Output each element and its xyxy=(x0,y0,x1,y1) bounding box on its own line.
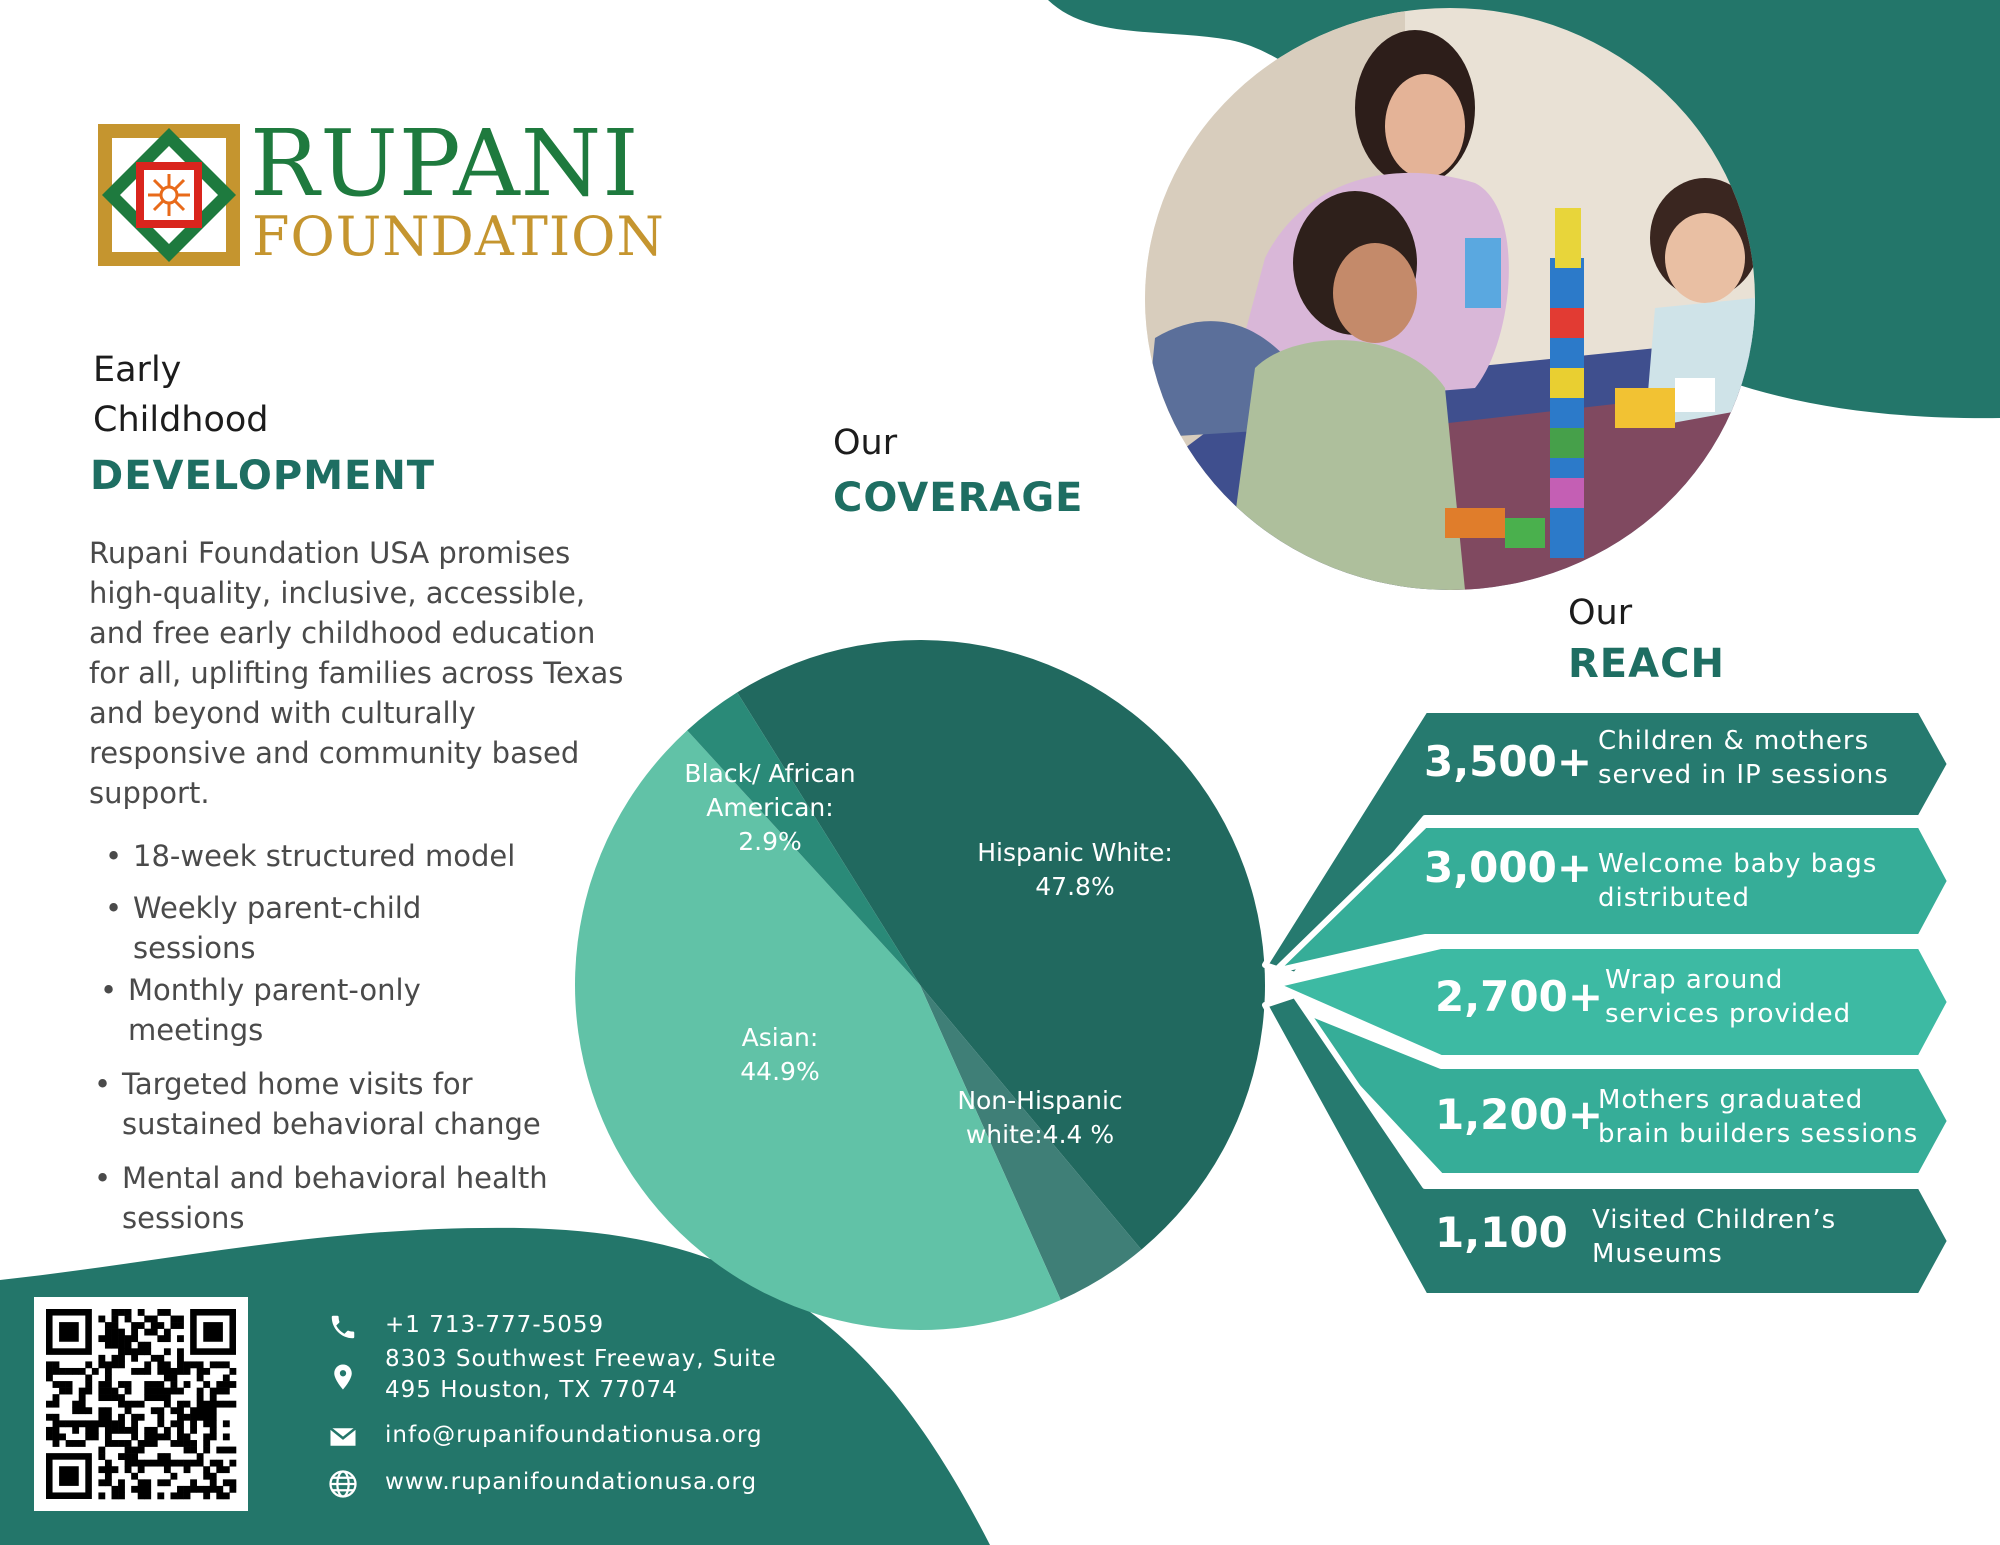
bullet-line: sessions xyxy=(133,931,256,965)
pie-label-line: white:4.4 % xyxy=(965,1120,1115,1149)
logo-subtitle: FOUNDATION xyxy=(252,205,665,268)
bullet-dot: • xyxy=(94,1067,112,1101)
bullet-dot: • xyxy=(105,839,123,873)
reach-text-line: services provided xyxy=(1605,999,1852,1029)
pie-label-line: Black/ African xyxy=(684,759,856,788)
bullet-dot: • xyxy=(105,891,123,925)
reach-small-heading: Our xyxy=(1568,593,1633,633)
reach-text-line: Wrap around xyxy=(1605,965,1784,995)
coverage-small-heading: Our xyxy=(833,423,898,463)
pie-label-line: 2.9% xyxy=(738,827,802,856)
reach-text-line: Welcome baby bags xyxy=(1598,849,1878,879)
description-line: support. xyxy=(89,776,210,810)
bullet-line: 18-week structured model xyxy=(133,839,516,873)
phone-icon xyxy=(328,1312,358,1342)
reach-text-5 xyxy=(1592,1203,1836,1271)
bullet-dot: • xyxy=(100,973,118,1007)
reach-number-4: 1,200+ xyxy=(1435,1090,1604,1139)
reach-text-1 xyxy=(1598,724,1889,792)
qr-code[interactable] xyxy=(34,1297,248,1511)
reach-text-line: served in IP sessions xyxy=(1598,760,1889,790)
description-line: Rupani Foundation USA promises xyxy=(89,536,571,570)
reach-text-line: distributed xyxy=(1598,883,1751,913)
reach-text-line: Visited Children’s xyxy=(1592,1205,1837,1235)
development-line-2: Childhood xyxy=(93,400,269,440)
bullet-line: meetings xyxy=(128,1013,264,1047)
contact-website[interactable]: www.rupanifoundationusa.org xyxy=(385,1469,758,1495)
bullet-dot: • xyxy=(94,1161,112,1195)
description-line: for all, uplifting families across Texas xyxy=(89,656,624,690)
bullet-line: Weekly parent-child xyxy=(133,891,422,925)
address-line: 495 Houston, TX 77074 xyxy=(385,1377,678,1403)
description-line: high-quality, inclusive, accessible, xyxy=(89,576,586,610)
reach-number-3: 2,700+ xyxy=(1435,972,1604,1021)
development-line-1: Early xyxy=(93,350,182,390)
pie-label-line: American: xyxy=(706,793,834,822)
reach-number-5: 1,100 xyxy=(1435,1208,1568,1257)
bullet-line: sessions xyxy=(122,1201,245,1235)
description-line: and beyond with culturally xyxy=(89,696,476,730)
reach-text-line: Children & mothers xyxy=(1598,726,1870,756)
development-heading: DEVELOPMENT xyxy=(90,453,436,499)
bullet-line: Mental and behavioral health xyxy=(122,1161,548,1195)
reach-text-line: Museums xyxy=(1592,1239,1723,1269)
pie-label-line: Non-Hispanic xyxy=(957,1086,1123,1115)
reach-number-2: 3,000+ xyxy=(1424,843,1593,892)
reach-number-1: 3,500+ xyxy=(1424,737,1593,786)
contact-email[interactable]: info@rupanifoundationusa.org xyxy=(385,1422,763,1448)
contact-phone[interactable]: +1 713-777-5059 xyxy=(385,1312,605,1338)
reach-text-line: Mothers graduated xyxy=(1598,1085,1864,1115)
contact-address xyxy=(385,1344,777,1406)
location-pin-icon xyxy=(328,1362,358,1392)
bullet-line: sustained behavioral change xyxy=(122,1107,541,1141)
pie-label-line: Hispanic White: xyxy=(977,838,1173,867)
pie-label-line: 44.9% xyxy=(740,1057,820,1086)
pie-label-line: Asian: xyxy=(741,1023,819,1052)
reach-text-2 xyxy=(1598,847,1877,915)
mail-icon xyxy=(328,1422,358,1452)
logo-title: RUPANI xyxy=(250,110,640,217)
bullet-line: Monthly parent-only xyxy=(128,973,421,1007)
description-line: and free early childhood education xyxy=(89,616,596,650)
reach-heading: REACH xyxy=(1568,641,1725,687)
address-line: 8303 Southwest Freeway, Suite xyxy=(385,1346,777,1372)
coverage-heading: COVERAGE xyxy=(833,475,1084,521)
pie-label-line: 47.8% xyxy=(1035,872,1115,901)
description-line: responsive and community based xyxy=(89,736,580,770)
reach-text-3 xyxy=(1605,963,1851,1031)
bullet-line: Targeted home visits for xyxy=(122,1067,473,1101)
globe-icon xyxy=(328,1469,358,1499)
reach-text-4 xyxy=(1598,1083,1918,1151)
reach-text-line: brain builders sessions xyxy=(1598,1119,1919,1149)
